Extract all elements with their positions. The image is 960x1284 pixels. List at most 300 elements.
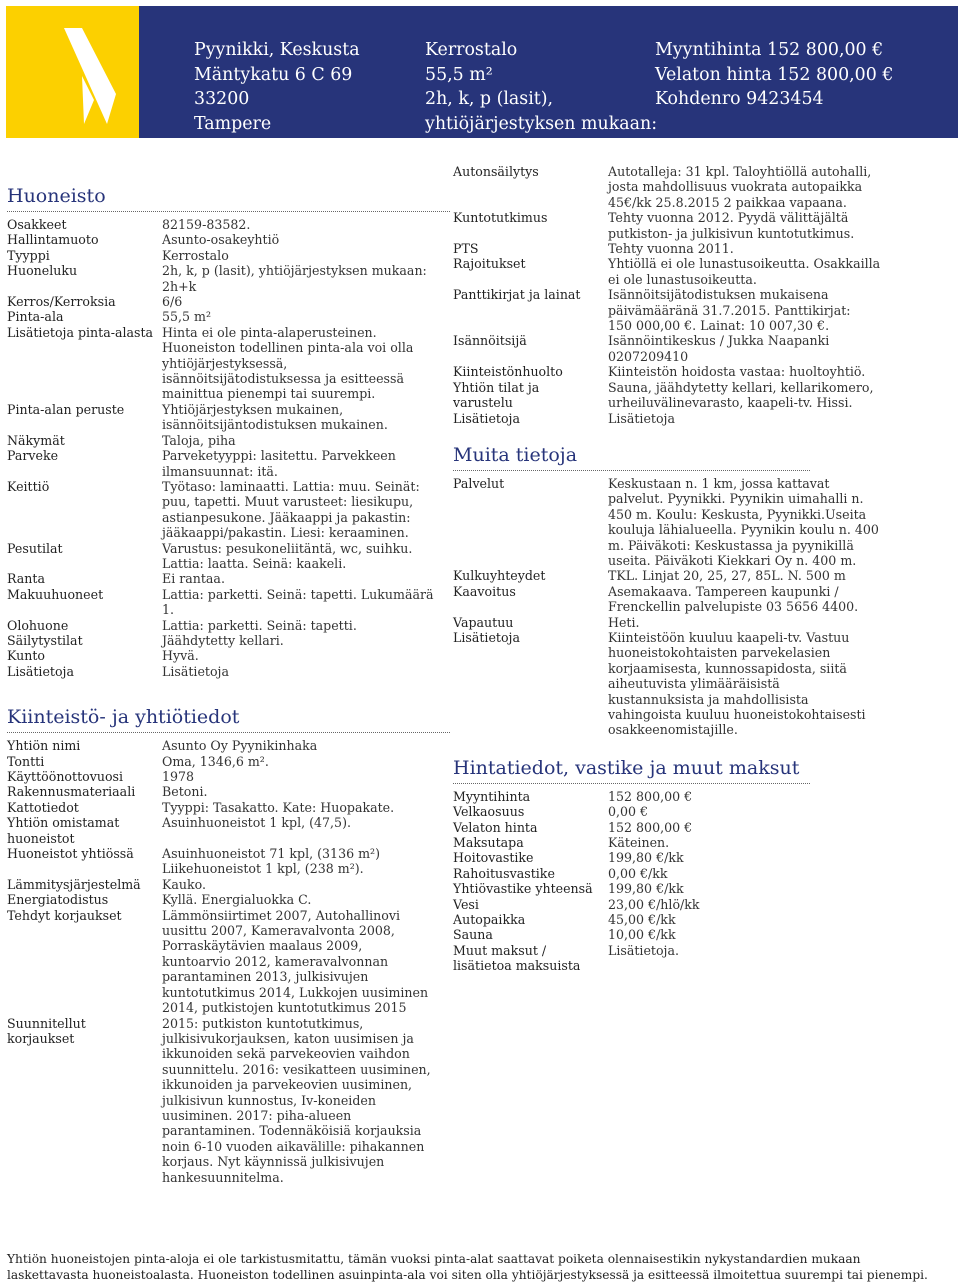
info-label [7, 232, 162, 247]
info-label [7, 769, 162, 784]
info-label-line: korjaukset [7, 1030, 75, 1046]
info-value-line: 2h, k, p (lasit), yhtiöjärjestyksen mukaan: [162, 263, 427, 279]
info-label-line: Kulkuyhteydet [453, 568, 546, 584]
info-row [7, 738, 450, 753]
info-value-line: urheiluvälinevarasto, kaapeli-tv. Hissi. [608, 395, 853, 411]
info-row [7, 325, 450, 402]
info-label-line: Myyntihinta [453, 788, 531, 804]
info-row [7, 479, 450, 541]
info-value [608, 927, 883, 942]
info-label [7, 294, 162, 309]
info-value-line: huoneistokohtaisten parvekelasien [608, 645, 831, 661]
info-value [162, 769, 450, 784]
info-label [453, 287, 608, 333]
footer-line: Yhtiön huoneistojen pinta-aloja ei ole tarkistusmitattu, tämän vuoksi pinta-alat saattavat poiketa olennaisestikin nykystandardien mukaan [7, 1252, 861, 1266]
info-value-line: isännöitsijätodistuksessa ja esitteessä [162, 371, 404, 387]
info-value-line: yhtiöjärjestyksessä, [162, 355, 288, 371]
info-label-line: Pinta-alan peruste [7, 401, 125, 417]
info-value-line: Betoni. [162, 784, 208, 800]
header-line: Kohdenro 9423454 [655, 89, 824, 110]
info-label [453, 568, 608, 583]
info-value [162, 892, 450, 907]
info-value-line: Käteinen. [608, 835, 670, 851]
info-label-line: Yhtiön nimi [7, 738, 81, 754]
info-label [7, 248, 162, 263]
info-label-line: Makuuhuoneet [7, 586, 104, 602]
header-price [655, 38, 893, 112]
info-label-line: Sauna [453, 927, 493, 943]
info-label-line: Palvelut [453, 475, 505, 491]
info-value-line: astianpesukone. Jääkaappi ja pakastin: [162, 509, 411, 525]
info-row [453, 820, 883, 835]
info-label-line: Suunnitellut [7, 1015, 86, 1031]
info-label [453, 943, 608, 974]
info-value [162, 571, 450, 586]
info-row [7, 908, 450, 1016]
info-value-line: Kyllä. Energialuokka C. [162, 892, 312, 908]
info-label [453, 164, 608, 210]
section-huoneisto [7, 184, 450, 679]
right-column [453, 164, 883, 974]
info-value-line: putkiston- ja julkisivun kuntotutkimus. [608, 225, 855, 241]
info-row [453, 256, 883, 287]
info-label-line: Osakkeet [7, 217, 67, 232]
info-label-line: Lisätietoja [453, 410, 520, 426]
info-value-line: 45,00 €/kk [608, 912, 676, 928]
info-row [453, 912, 883, 927]
info-row [453, 615, 883, 630]
info-value [162, 479, 450, 541]
info-value-line: noin 6-10 vuoden aikavälille: pihakannen [162, 1138, 425, 1154]
info-value [162, 664, 450, 679]
info-value-line: Yhtiöjärjestyksen mukainen, [162, 401, 344, 417]
info-label [7, 433, 162, 448]
info-row [7, 402, 450, 433]
info-value [162, 263, 450, 294]
header-line: yhtiöjärjestyksen mukaan: [425, 113, 658, 134]
info-value [162, 815, 450, 846]
info-value-line: Lattia: laatta. Seinä: kaakeli. [162, 555, 347, 571]
info-value-line: 45€/kk 25.8.2015 2 paikkaa vapaana. [608, 194, 847, 210]
info-value [162, 784, 450, 799]
listing-header [0, 0, 960, 141]
info-label [7, 309, 162, 324]
section-title-hinta: Hintatiedot, vastike ja muut maksut [453, 756, 810, 784]
info-label [7, 448, 162, 479]
info-value-line: Tyyppi: Tasakatto. Kate: Huopakate. [162, 799, 395, 815]
info-value-line: Työtaso: laminaatti. Lattia: muu. Seinät: [162, 478, 420, 494]
info-value-line: 1978 [162, 769, 195, 784]
info-label [453, 927, 608, 942]
info-value-line: suunnittelu. 2016: vesikatteen uusiminen, [162, 1061, 431, 1077]
info-value-line: aiheutuvista ylimääräisistä [608, 676, 780, 692]
info-value-line: vahingoista kuuluu huoneistokohtaisesti [608, 707, 866, 722]
info-value-line: 23,00 €/hlö/kk [608, 896, 700, 912]
info-row [453, 866, 883, 881]
info-value [608, 850, 883, 865]
info-row [453, 789, 883, 804]
info-value-line: kuntoarvio 2012, kameravalvonnan [162, 953, 389, 969]
info-value-line: parantaminen. Todennäköisiä korjauksia [162, 1123, 422, 1139]
info-value [608, 835, 883, 850]
info-value-line: 150 000,00 €. Lainat: 10 007,30 €. [608, 318, 830, 334]
info-value-line: 2h+k [162, 278, 197, 294]
info-value [162, 309, 450, 324]
info-value-line: 1. [162, 602, 175, 618]
section-title-muita: Muita tietoja [453, 443, 810, 471]
info-label [453, 380, 608, 411]
info-label [7, 633, 162, 648]
info-row [7, 448, 450, 479]
info-row [7, 664, 450, 679]
info-value [162, 587, 450, 618]
info-label [7, 648, 162, 663]
info-value [162, 402, 450, 433]
info-value [608, 789, 883, 804]
info-value-line: uusiminen. 2017: piha-alueen [162, 1107, 352, 1123]
info-row [7, 892, 450, 907]
info-value-line: mainittua pienempi tai suurempi. [162, 386, 376, 402]
info-value [162, 217, 450, 232]
info-value-line: Isännöintikeskus / Jukka Naapanki [608, 333, 830, 349]
info-row [453, 411, 883, 426]
info-row [453, 850, 883, 865]
info-value-line: kustannuksista ja mahdollisista [608, 691, 809, 707]
info-value-line: 199,80 €/kk [608, 881, 684, 897]
info-value-line: Lämmönsiirtimet 2007, Autohallinovi [162, 907, 400, 923]
info-row [7, 294, 450, 309]
info-label [7, 877, 162, 892]
info-value [608, 210, 883, 241]
info-label [7, 571, 162, 586]
header-line: Kerrostalo [425, 40, 518, 60]
info-label-line: Rahoitusvastike [453, 865, 555, 881]
info-value [608, 630, 883, 738]
info-value-line: päivämääränä 31.7.2015. Panttikirjat: [608, 302, 851, 318]
info-row [7, 541, 450, 572]
info-value [608, 287, 883, 333]
info-value-line: Tehty vuonna 2011. [608, 241, 734, 257]
info-value-line: ei ole lunastusoikeutta. [608, 271, 757, 287]
info-value [608, 584, 883, 615]
info-value-line: useita. Päiväkoti Kiekkari Oy n. 400 m. [608, 552, 857, 568]
info-value-line: Ei rantaa. [162, 571, 225, 587]
info-row [7, 648, 450, 663]
section-kiinteisto [7, 705, 450, 1185]
header-line: 2h, k, p (lasit), [425, 89, 554, 110]
info-value [162, 325, 450, 402]
info-value-line: hankesuunnitelma. [162, 1169, 284, 1185]
info-row [7, 263, 450, 294]
info-value-line: Lisätietoja. [608, 942, 679, 958]
info-label-line: Lisätietoja [453, 629, 520, 645]
info-value-line: 6/6 [162, 294, 183, 310]
info-label-line: Lisätietoja [7, 663, 74, 679]
header-line: Velaton hinta 152 800,00 € [655, 64, 894, 85]
info-label-line: Kiinteistönhuolto [453, 364, 563, 380]
info-row [7, 433, 450, 448]
info-value-line: kuntotutkimus 2014, Lukkojen uusiminen [162, 984, 429, 1000]
info-label [453, 476, 608, 568]
info-label-line: Isännöitsijä [453, 333, 527, 349]
header-line: Myyntihinta 152 800,00 € [655, 40, 884, 60]
info-value [162, 633, 450, 648]
info-value [608, 912, 883, 927]
info-label-line: huoneistot [7, 830, 75, 846]
info-label [7, 587, 162, 618]
info-value-line: kouluja lähialueella. Pyynikin koulu n. 400 [608, 522, 879, 538]
info-row [453, 927, 883, 942]
info-value-line: Asuinhuoneistot 1 kpl, (47,5). [162, 815, 351, 831]
section-title-kiinteisto: Kiinteistö- ja yhtiötiedot [7, 705, 450, 733]
info-label [7, 479, 162, 541]
chevron-logo-icon [6, 6, 139, 138]
info-value-line: m. Päiväkoti: Keskustassa ja pyynikillä [608, 537, 854, 553]
info-label-line: Olohuone [7, 617, 69, 633]
info-label-line: Hallintamuoto [7, 232, 99, 248]
info-value-line: Hyvä. [162, 648, 199, 664]
info-value-line: Porraskäytävien maalaus 2009, [162, 938, 363, 954]
hinta-rows [453, 789, 883, 974]
info-label-line: Tyyppi [7, 247, 50, 263]
header-property-type [425, 38, 657, 136]
info-value-line: korjaamisesta, kunnossapidosta, siitä [608, 660, 847, 676]
info-value-line: Kiinteistön hoidosta vastaa: huoltoyhtiö. [608, 364, 866, 380]
info-label-line: PTS [453, 241, 479, 257]
info-value [608, 256, 883, 287]
info-value [608, 333, 883, 364]
info-row [453, 287, 883, 333]
info-value [608, 364, 883, 379]
info-label [7, 217, 162, 232]
info-label [7, 1016, 162, 1185]
info-value-line: Yhtiöllä ei ole lunastusoikeutta. Osakkailla [608, 256, 881, 272]
info-value [608, 241, 883, 256]
info-row [453, 897, 883, 912]
info-label [453, 615, 608, 630]
info-value [162, 433, 450, 448]
info-value-line: Asunto-osakeyhtiö [162, 232, 280, 248]
info-value-line: Kauko. [162, 876, 207, 892]
info-label-line: Kuntotutkimus [453, 210, 548, 226]
info-label [7, 263, 162, 294]
info-label-line: Parveke [7, 448, 59, 464]
info-label-line: Yhtiön tilat ja [453, 379, 540, 395]
info-value-line: Oma, 1346,6 m². [162, 753, 269, 769]
brand-logo [6, 6, 139, 138]
info-value [162, 648, 450, 663]
info-label-line: Käyttöönottovuosi [7, 769, 124, 784]
info-label-line: varustelu [453, 395, 513, 411]
info-value [162, 738, 450, 753]
info-value [162, 248, 450, 263]
info-label-line: Ranta [7, 571, 45, 587]
info-row [7, 846, 450, 877]
info-value-line: 0,00 € [608, 804, 649, 820]
info-value [162, 541, 450, 572]
info-value [162, 448, 450, 479]
info-value [608, 164, 883, 210]
info-row [453, 804, 883, 819]
info-value-line: Isännöitsijätodistuksen mukaisena [608, 287, 829, 303]
info-value-line: ikkunoiden ja parvekeovien uusiminen, [162, 1077, 413, 1093]
info-value-line: Frenckellin palvelupiste 03 5656 4400. [608, 599, 859, 615]
info-label [453, 804, 608, 819]
left-column [7, 184, 450, 1185]
info-row [453, 164, 883, 210]
info-label [7, 402, 162, 433]
info-label [7, 754, 162, 769]
info-value-line: jääkaappi/pakastin. Liesi: keraaminen. [162, 525, 409, 541]
muita-rows [453, 476, 883, 738]
info-value-line: julkisivukorjauksen, katon uusimisen ja [162, 1030, 414, 1046]
info-value-line: Keskustaan n. 1 km, jossa kattavat [608, 475, 830, 491]
info-value-line: 10,00 €/kk [608, 927, 676, 943]
info-value [608, 820, 883, 835]
info-label-line: Autopaikka [453, 912, 526, 928]
info-label-line: Maksutapa [453, 835, 524, 851]
info-row [7, 232, 450, 247]
info-label [453, 411, 608, 426]
info-row [7, 309, 450, 324]
info-value [608, 881, 883, 896]
info-row [453, 364, 883, 379]
info-row [7, 217, 450, 232]
info-label-line: Tontti [7, 753, 45, 769]
info-row [7, 571, 450, 586]
info-value [608, 476, 883, 568]
info-row [7, 769, 450, 784]
info-value-line: Taloja, piha [162, 432, 236, 448]
info-label-line: Hoitovastike [453, 850, 534, 866]
info-label [453, 820, 608, 835]
info-value [162, 618, 450, 633]
info-value-line: Heti. [608, 614, 640, 630]
info-value [608, 943, 883, 974]
info-value-line: 152 800,00 € [608, 788, 693, 804]
info-value-line: Kiinteistöön kuuluu kaapeli-tv. Vastuu [608, 629, 850, 645]
info-label-line: Rajoitukset [453, 256, 526, 272]
info-row [453, 630, 883, 738]
info-label-line: Kerros/Kerroksia [7, 294, 116, 310]
info-row [7, 815, 450, 846]
info-label [453, 789, 608, 804]
info-value-line: Autotalleja: 31 kpl. Taloyhtiöllä autohalli, [608, 164, 872, 179]
info-row [453, 241, 883, 256]
info-row [453, 333, 883, 364]
info-row [453, 835, 883, 850]
info-value [608, 804, 883, 819]
info-value [162, 232, 450, 247]
info-value-line: Kerrostalo [162, 247, 229, 263]
info-value [608, 411, 883, 426]
section-muita-tietoja [453, 443, 883, 738]
footer-disclaimer [7, 1252, 959, 1283]
info-label-line: Kunto [7, 648, 45, 664]
right-top-rows [453, 164, 883, 426]
info-label-line: Muut maksut / [453, 942, 547, 958]
info-value [608, 615, 883, 630]
info-value-line: ikkunoiden sekä parvekeovien vaihdon [162, 1046, 410, 1062]
info-label [453, 364, 608, 379]
info-row [453, 943, 883, 974]
info-value-line: Varustus: pesukoneliitäntä, wc, suihku. [162, 540, 413, 556]
info-value-line: Huoneiston todellinen pinta-ala voi olla [162, 340, 414, 356]
info-label [453, 881, 608, 896]
info-label-line: Velaton hinta [453, 819, 538, 835]
info-row [453, 210, 883, 241]
info-value-line: Sauna, jäähdytetty kellari, kellarikomero, [608, 379, 874, 395]
info-row [7, 633, 450, 648]
info-value-line: Jäähdytetty kellari. [162, 632, 284, 648]
info-row [7, 754, 450, 769]
info-value-line: Lattia: parketti. Seinä: tapetti. [162, 617, 357, 633]
info-value-line: 199,80 €/kk [608, 850, 684, 866]
info-value [162, 754, 450, 769]
info-value [162, 908, 450, 1016]
info-label [7, 815, 162, 846]
info-value-line: Parveketyyppi: lasitettu. Parvekkeen [162, 448, 396, 464]
info-row [7, 877, 450, 892]
info-label [7, 738, 162, 753]
info-label [453, 850, 608, 865]
info-value-line: korjaus. Nyt käynnissä julkisivujen [162, 1154, 385, 1170]
info-value-line: puu, tapetti. Muut varusteet: liesikupu, [162, 494, 414, 510]
info-label [453, 241, 608, 256]
info-label [453, 835, 608, 850]
info-row [453, 584, 883, 615]
info-label [453, 630, 608, 738]
info-value-line: 2015: putkiston kuntotutkimus, [162, 1015, 364, 1031]
info-label-line: Vapautuu [453, 614, 514, 630]
huoneisto-rows [7, 217, 450, 679]
info-label-line: Velkaosuus [453, 804, 525, 820]
info-value-line: parantaminen 2013, julkisivujen [162, 969, 369, 985]
info-value-line: 450 m. Koulu: Keskusta, Pyynikki.Useita [608, 506, 867, 522]
section-yhtio-lisatiedot [453, 164, 883, 426]
info-label-line: Pesutilat [7, 540, 63, 556]
info-label-line: Rakennusmateriaali [7, 784, 136, 800]
info-row [7, 587, 450, 618]
info-row [7, 248, 450, 263]
info-value-line: 55,5 m² [162, 309, 212, 325]
info-value [162, 800, 450, 815]
info-row [7, 784, 450, 799]
info-value-line: 152 800,00 € [608, 819, 693, 835]
info-value-line: Lisätietoja [608, 410, 675, 426]
info-value [162, 1016, 450, 1185]
info-row [453, 568, 883, 583]
info-label-line: Pinta-ala [7, 309, 64, 325]
info-label-line: Keittiö [7, 478, 50, 494]
section-hintatiedot [453, 756, 883, 974]
info-value-line: Lisätietoja [162, 663, 229, 679]
info-value-line: josta mahdollisuus vuokrata autopaikka [608, 179, 863, 195]
info-label [453, 897, 608, 912]
kiinteisto-rows [7, 738, 450, 1185]
info-label-line: lisätietoa maksuista [453, 958, 581, 974]
info-label [453, 912, 608, 927]
info-label [7, 618, 162, 633]
info-value [162, 877, 450, 892]
info-value-line: 0207209410 [608, 348, 689, 364]
info-label-line: Yhtiövastike yhteensä [453, 881, 593, 897]
info-value-line: Tehty vuonna 2012. Pyydä välittäjältä [608, 210, 849, 226]
info-value-line: 2014, putkistojen kuntotutkimus 2015 [162, 1000, 407, 1016]
info-label-line: Säilytystilat [7, 632, 83, 648]
info-label [7, 908, 162, 1016]
info-row [7, 1016, 450, 1185]
